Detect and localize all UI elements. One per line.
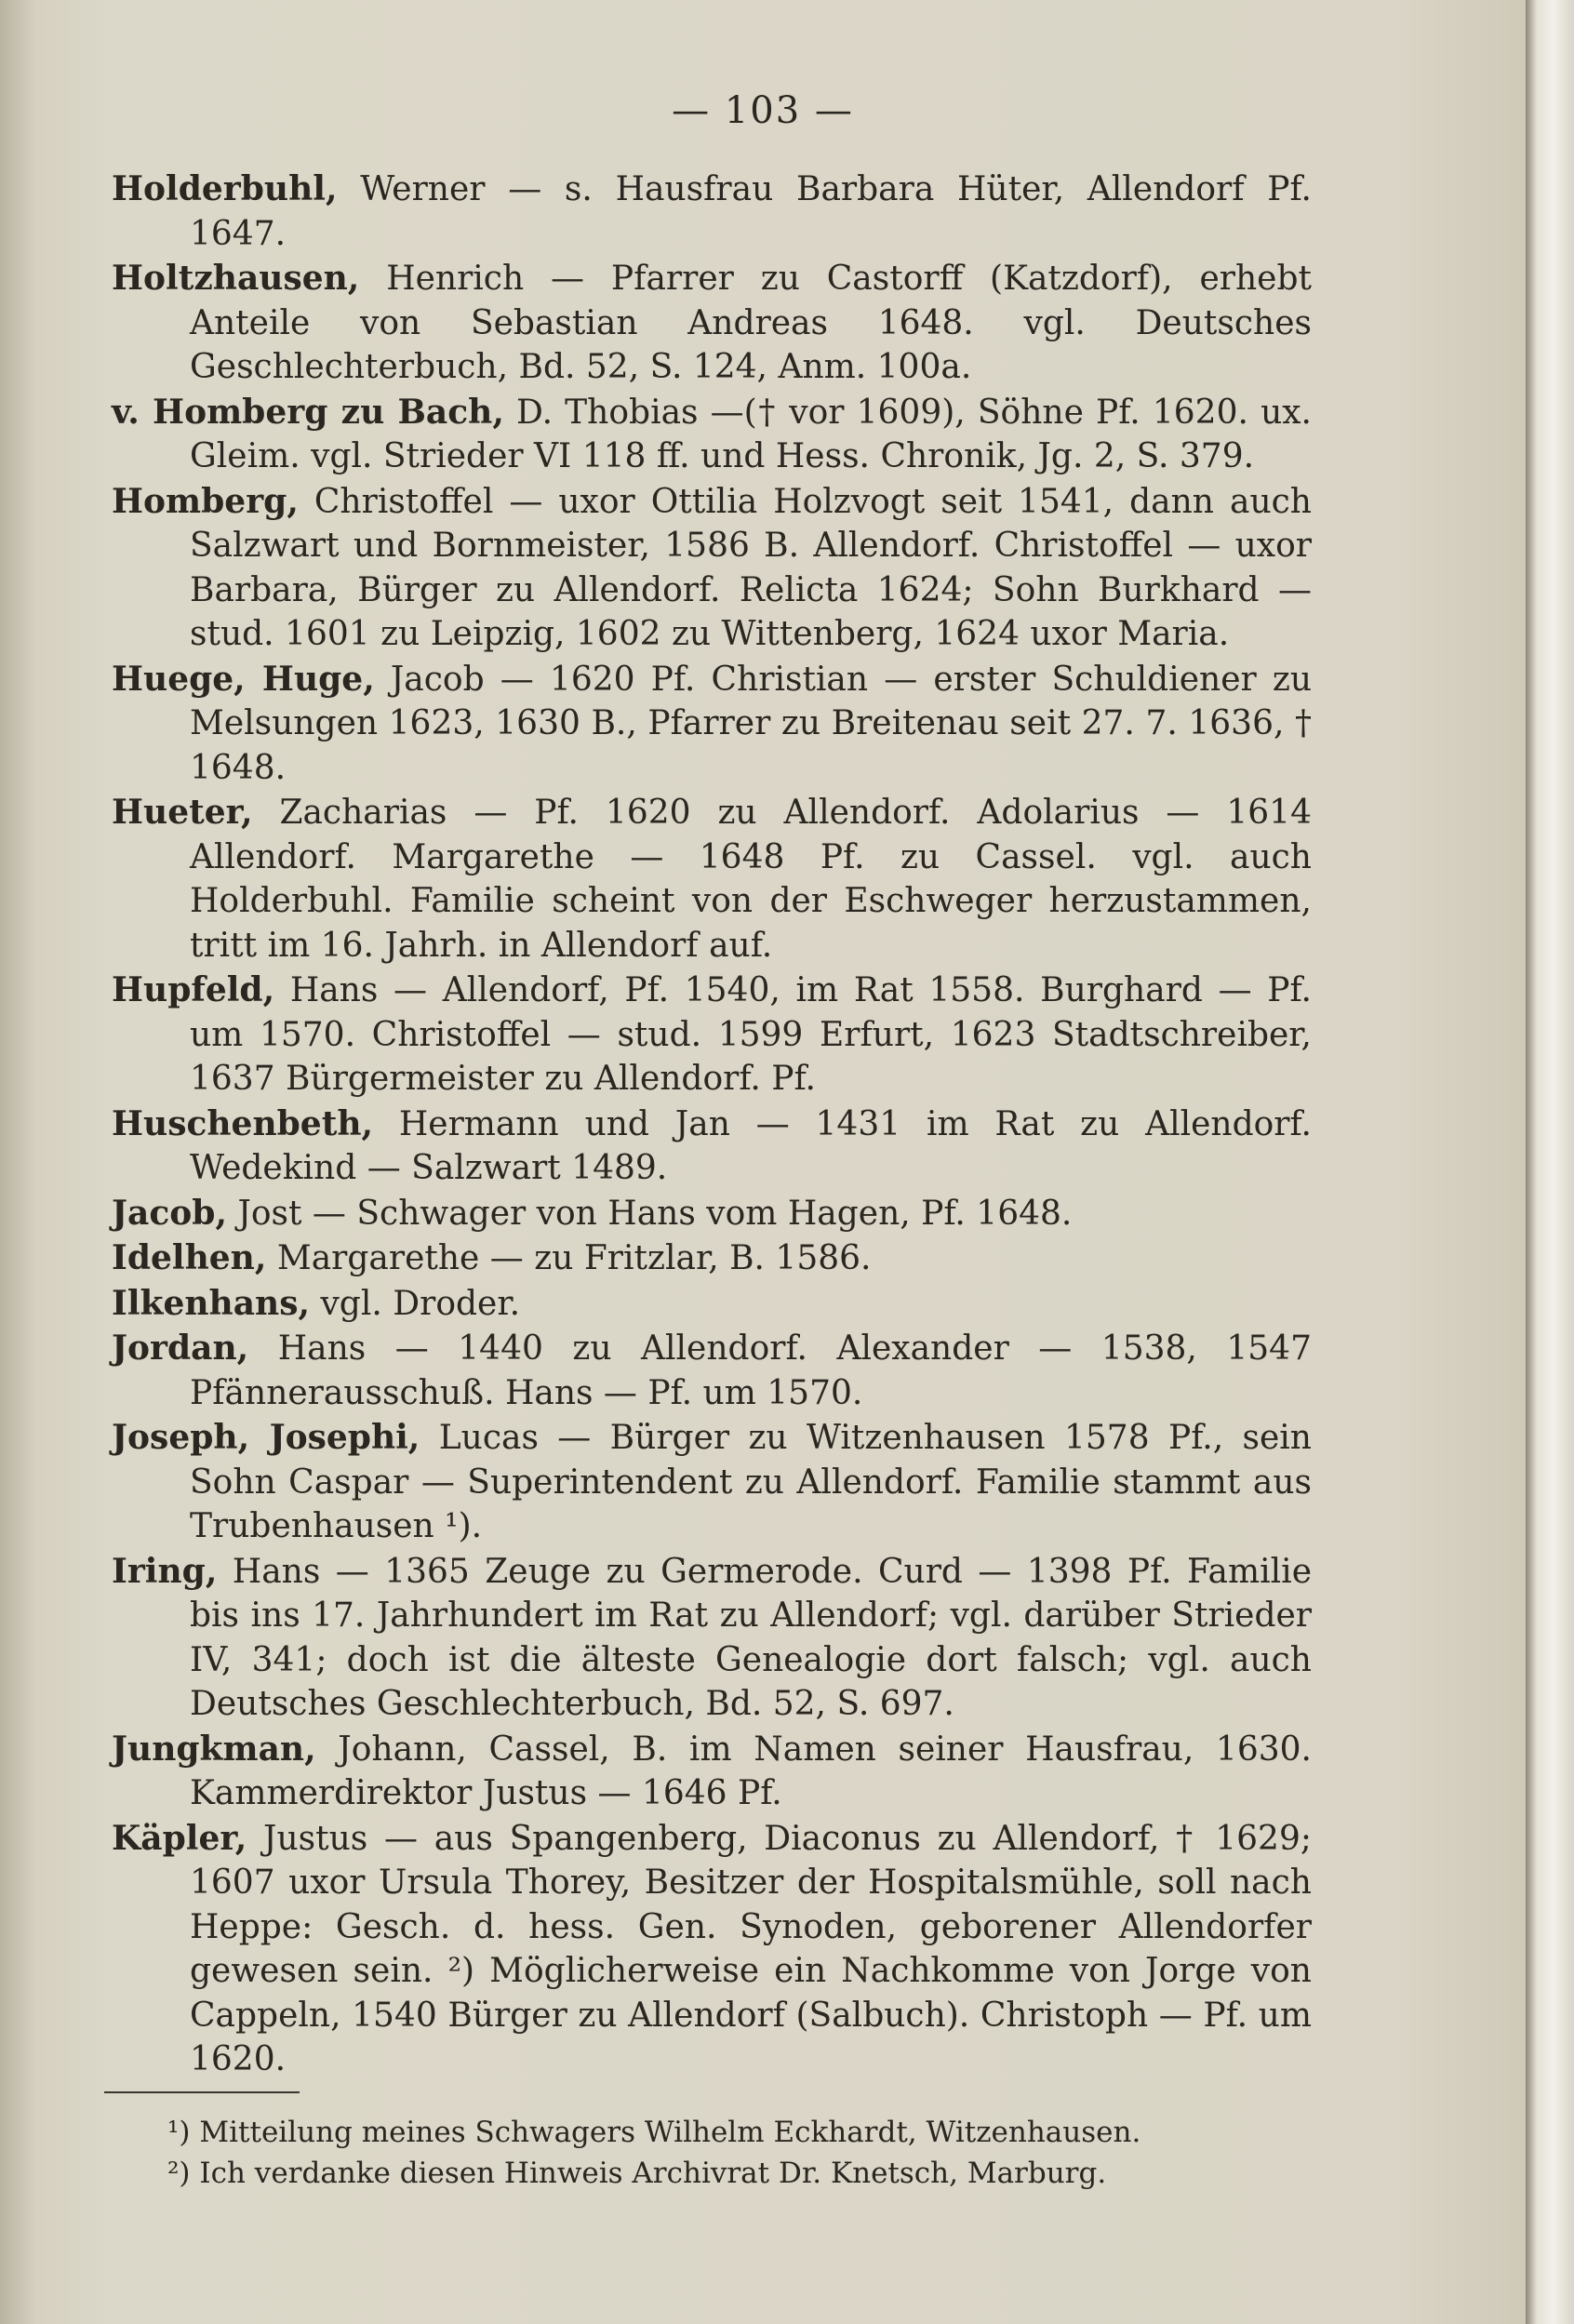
entry-headword: Huschenbeth,	[112, 1103, 374, 1143]
entry-headword: Ilkenhans,	[112, 1283, 311, 1323]
entry-text: Zacharias — Pf. 1620 zu Allendorf. Adolarius — 1614 Allendorf. Margarethe — 1648 Pf. zu Cassel. vgl. auch Holderbuhl. Familie scheint von der Eschweger herzustammen, tritt im 16. Jahrh. in Allendorf auf.	[190, 794, 1312, 965]
entry-text: Jost — Schwager von Hans vom Hagen, Pf. 1648.	[227, 1194, 1073, 1233]
entry-headword: Huege, Huge,	[112, 659, 375, 699]
entry-headword: Homberg,	[112, 481, 299, 521]
entry-headword: Jordan,	[112, 1329, 249, 1368]
entry-text: Henrich — Pfarrer zu Castorff (Katzdorf), erhebt Anteile von Sebastian Andreas 1648. vgl. Deutsches Geschlechterbuch, Bd. 52, S. 124, Anm. 100a.	[190, 260, 1312, 386]
entry-headword: Käpler,	[112, 1818, 247, 1858]
entry-headword: Jungkman,	[112, 1729, 316, 1769]
entry	[112, 1728, 1312, 1816]
entry-headword: Idelhen,	[112, 1238, 267, 1277]
entry	[112, 167, 1312, 256]
entry	[112, 1236, 1312, 1281]
entry-text: Lucas — Bürger zu Witzenhausen 1578 Pf., sein Sohn Caspar — Superintendent zu Allendorf. Familie stammt aus Trubenhausen ¹).	[190, 1419, 1312, 1545]
entry-text: Johann, Cassel, B. im Namen seiner Hausfrau, 1630. Kammerdirektor Justus — 1646 Pf.	[190, 1730, 1312, 1812]
footnote-rule	[104, 2091, 300, 2093]
entry	[112, 968, 1312, 1102]
page-number: — 103 —	[672, 89, 854, 132]
entry	[112, 391, 1312, 479]
entry-text: vgl. Droder.	[310, 1284, 521, 1323]
entry-text: Werner — s. Hausfrau Barbara Hüter, Allendorf Pf. 1647.	[190, 170, 1312, 253]
entry-headword: Holderbuhl,	[112, 169, 338, 208]
entry	[112, 1192, 1312, 1236]
entry-headword: Holtzhausen,	[112, 259, 360, 298]
entry	[112, 257, 1312, 390]
entry-text: Christoffel — uxor Ottilia Holzvogt seit 1541, dann auch Salzwart und Bornmeister, 1586 B. Allendorf. Christoffel — uxor Barbara, Bürger zu Allendorf. Relicta 1624; Sohn Burkhard — stud. 1601 zu Leipzig, 1602 zu Wittenberg, 1624 uxor Maria.	[190, 482, 1312, 653]
entry	[112, 1327, 1312, 1415]
page-edge	[1526, 0, 1574, 2324]
entry-headword: Iring,	[112, 1551, 218, 1591]
entry	[112, 1282, 1312, 1327]
entries-list	[112, 167, 1312, 2083]
entry	[112, 658, 1312, 791]
entry	[112, 791, 1312, 968]
entry-text: Jacob — 1620 Pf. Christian — erster Schuldiener zu Melsungen 1623, 1630 B., Pfarrer zu Breitenau seit 27. 7. 1636, † 1648.	[190, 660, 1313, 787]
footnote: ²) Ich verdanke diesen Hinweis Archivrat Dr. Knetsch, Marburg.	[167, 2157, 1107, 2190]
footnote: ¹) Mitteilung meines Schwagers Wilhelm Eckhardt, Witzenhausen.	[167, 2116, 1141, 2149]
entry-headword: Joseph, Josephi,	[112, 1418, 420, 1457]
entry	[112, 1550, 1312, 1727]
entry	[112, 1817, 1312, 2082]
entry-text: Hans — 1365 Zeuge zu Germerode. Curd — 1398 Pf. Familie bis ins 17. Jahrhundert im Rat zu Allendorf; vgl. darüber Strieder IV, 341; doch ist die älteste Genealogie dort falsch; vgl. auch Deutsches Geschlechterbuch, Bd. 52, S. 697.	[190, 1552, 1312, 1723]
entry-text: Margarethe — zu Fritzlar, B. 1586.	[266, 1239, 872, 1277]
entry	[112, 480, 1312, 657]
entry	[112, 1416, 1312, 1549]
entry-headword: v. Homberg zu Bach,	[112, 392, 504, 432]
entry	[112, 1102, 1312, 1191]
entry-text: Hans — 1440 zu Allendorf. Alexander — 1538, 1547 Pfännerausschuß. Hans — Pf. um 1570.	[190, 1329, 1312, 1412]
entry-headword: Hupfeld,	[112, 970, 275, 1009]
entry-headword: Jacob,	[112, 1193, 227, 1233]
footnotes	[167, 2112, 1284, 2194]
entry-text: Hermann und Jan — 1431 im Rat zu Allendorf. Wedekind — Salzwart 1489.	[190, 1104, 1312, 1187]
entry-text: Hans — Allendorf, Pf. 1540, im Rat 1558. Burghard — Pf. um 1570. Christoffel — stud. 1599 Erfurt, 1623 Stadtschreiber, 1637 Bürgermeister zu Allendorf. Pf.	[190, 971, 1312, 1098]
entry-text: D. Thobias —(† vor 1609), Söhne Pf. 1620. ux. Gleim. vgl. Strieder VI 118 ff. und Hess. Chronik, Jg. 2, S. 379.	[190, 393, 1312, 475]
entry-text: Justus — aus Spangenberg, Diaconus zu Allendorf, † 1629; 1607 uxor Ursula Thorey, Besitzer der Hospitalsmühle, soll nach Heppe: Gesch. d. hess. Gen. Synoden, geborener Allendorfer gewesen sein. ²) Möglicherweise ein Nachkomme von Jorge von Cappeln, 1540 Bürger zu Allendorf (Salbuch). Christoph — Pf. um 1620.	[190, 1819, 1312, 2078]
entry-headword: Hueter,	[112, 793, 253, 832]
